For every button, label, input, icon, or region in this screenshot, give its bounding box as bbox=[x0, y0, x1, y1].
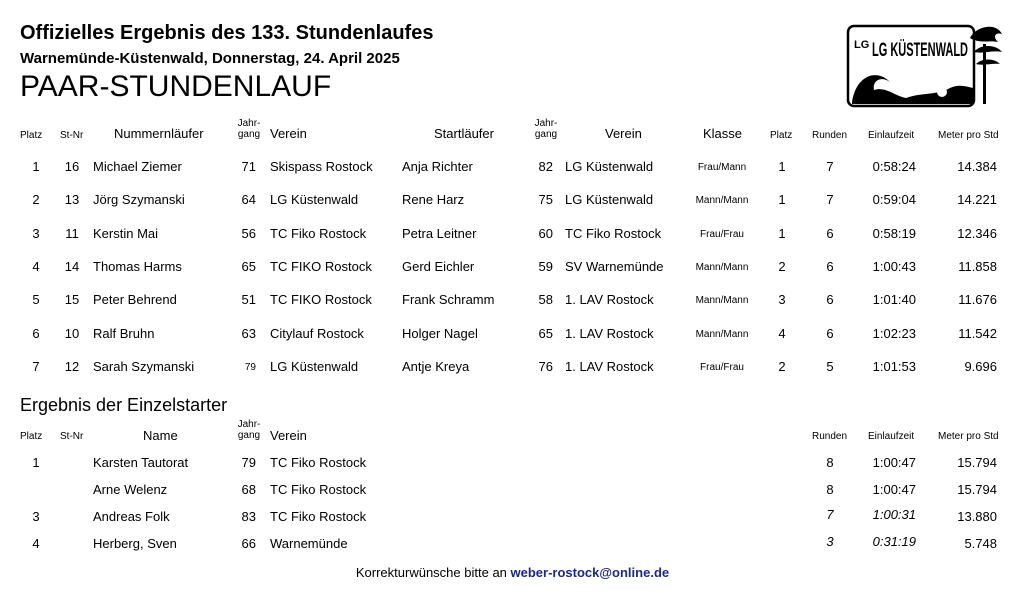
cell-zeit: 1:00:47 bbox=[872, 482, 916, 497]
cell-runden: 6 bbox=[826, 259, 834, 274]
header-platz2: Platz bbox=[770, 130, 793, 141]
cell-runden: 6 bbox=[826, 226, 834, 241]
cell-jg: 66 bbox=[241, 536, 256, 551]
cell-meter: 14.221 bbox=[957, 192, 997, 207]
cell-runden: 3 bbox=[826, 534, 834, 549]
single-header-verein: Verein bbox=[270, 428, 307, 443]
page-title: Offizielles Ergebnis des 133. Stundenlaufes bbox=[20, 22, 434, 44]
cell-verein1: LG Küstenwald bbox=[270, 359, 359, 374]
cell-meter: 5.748 bbox=[964, 536, 997, 551]
cell-verein2: LG Küstenwald bbox=[565, 159, 654, 174]
club-logo-graphic bbox=[846, 16, 1004, 108]
single-header-jahrgang: Jahr- gang bbox=[237, 419, 261, 441]
cell-verein2: 1. LAV Rostock bbox=[565, 359, 654, 374]
cell-runner1: Jörg Szymanski bbox=[93, 192, 185, 207]
cell-verein2: 1. LAV Rostock bbox=[565, 326, 654, 341]
cell-meter: 11.858 bbox=[958, 259, 997, 274]
header-verein1: Verein bbox=[270, 126, 307, 141]
cell-name: Herberg, Sven bbox=[93, 536, 177, 551]
cell-zeit: 1:00:43 bbox=[872, 259, 916, 274]
cell-jg1: 51 bbox=[241, 292, 256, 307]
cell-klasse: Frau/Mann bbox=[697, 162, 747, 173]
cell-name: Arne Welenz bbox=[93, 482, 168, 497]
cell-jg2: 82 bbox=[538, 159, 553, 174]
page-subtitle: Warnemünde-Küstenwald, Donnerstag, 24. April 2025 bbox=[20, 50, 400, 67]
cell-jg1: 71 bbox=[241, 159, 256, 174]
footer-email[interactable]: weber-rostock@online.de bbox=[510, 565, 670, 580]
cell-runner1: Michael Ziemer bbox=[93, 159, 182, 174]
cell-platz2: 1 bbox=[778, 226, 786, 241]
cell-runner2: Gerd Eichler bbox=[402, 259, 475, 274]
header-klasse: Klasse bbox=[703, 126, 743, 141]
header-jahrgang2: Jahr- gang bbox=[534, 118, 558, 140]
cell-jg: 79 bbox=[241, 455, 256, 470]
cell-verein2: SV Warnemünde bbox=[565, 259, 664, 274]
cell-verein2: 1. LAV Rostock bbox=[565, 292, 654, 307]
cell-meter: 12.346 bbox=[957, 226, 997, 241]
cell-stnr: 15 bbox=[64, 292, 80, 307]
cell-platz2: 3 bbox=[778, 292, 786, 307]
cell-stnr: 16 bbox=[64, 159, 80, 174]
cell-zeit: 0:31:19 bbox=[872, 534, 916, 549]
cell-platz: 1 bbox=[32, 455, 40, 470]
cell-meter: 15.794 bbox=[957, 455, 997, 470]
cell-verein: TC Fiko Rostock bbox=[270, 482, 367, 497]
cell-zeit: 1:01:40 bbox=[872, 292, 916, 307]
cell-stnr: 13 bbox=[64, 192, 80, 207]
cell-runner2: Anja Richter bbox=[402, 159, 473, 174]
section-title-einzelstarter: Ergebnis der Einzelstarter bbox=[20, 395, 228, 415]
cell-verein: Warnemünde bbox=[270, 536, 348, 551]
club-logo bbox=[846, 16, 1004, 108]
cell-jg1: 63 bbox=[241, 326, 256, 341]
cell-jg: 83 bbox=[241, 509, 256, 524]
header-runden: Runden bbox=[812, 130, 848, 141]
cell-stnr: 11 bbox=[65, 226, 79, 241]
cell-meter: 11.542 bbox=[958, 326, 997, 341]
cell-platz: 3 bbox=[32, 226, 40, 241]
cell-jg2: 65 bbox=[538, 326, 553, 341]
cell-klasse: Mann/Mann bbox=[695, 329, 749, 340]
cell-runner1: Kerstin Mai bbox=[93, 226, 159, 241]
cell-stnr: 12 bbox=[64, 359, 80, 374]
cell-verein1: LG Küstenwald bbox=[270, 192, 359, 207]
cell-klasse: Mann/Mann bbox=[695, 195, 749, 206]
cell-meter: 9.696 bbox=[964, 359, 997, 374]
cell-name: Andreas Folk bbox=[93, 509, 170, 524]
cell-runden: 7 bbox=[826, 159, 834, 174]
footer bbox=[0, 565, 1025, 580]
single-header-stnr: St-Nr bbox=[60, 431, 84, 442]
cell-runden: 7 bbox=[826, 507, 834, 522]
cell-platz: 6 bbox=[32, 326, 40, 341]
cell-name: Karsten Tautorat bbox=[93, 455, 189, 470]
cell-zeit: 1:00:47 bbox=[872, 455, 916, 470]
cell-runden: 7 bbox=[826, 192, 834, 207]
header-meter: Meter pro Std bbox=[938, 130, 999, 141]
cell-jg1: 65 bbox=[241, 259, 256, 274]
cell-platz: 3 bbox=[32, 509, 40, 524]
header-verein2: Verein bbox=[605, 126, 642, 141]
header-runner1: Nummernläufer bbox=[114, 126, 204, 141]
single-header-einlaufzeit: Einlaufzeit bbox=[868, 431, 915, 442]
cell-jg2: 76 bbox=[538, 359, 553, 374]
cell-meter: 11.676 bbox=[958, 292, 997, 307]
cell-jg2: 60 bbox=[538, 226, 553, 241]
cell-platz2: 4 bbox=[778, 326, 786, 341]
event-title: PAAR-STUNDENLAUF bbox=[20, 70, 332, 103]
cell-meter: 15.794 bbox=[957, 482, 997, 497]
single-header-name: Name bbox=[143, 428, 178, 443]
cell-stnr: 14 bbox=[64, 259, 80, 274]
cell-klasse: Mann/Mann bbox=[695, 295, 749, 306]
single-header-platz: Platz bbox=[20, 431, 43, 442]
single-header-meter: Meter pro Std bbox=[938, 431, 999, 442]
header-stnr: St-Nr bbox=[60, 130, 84, 141]
cell-runner1: Ralf Bruhn bbox=[93, 326, 155, 341]
cell-verein1: TC FIKO Rostock bbox=[270, 292, 372, 307]
cell-jg2: 59 bbox=[538, 259, 553, 274]
cell-klasse: Mann/Mann bbox=[695, 262, 749, 273]
header-jahrgang1: Jahr- gang bbox=[237, 118, 261, 140]
cell-zeit: 0:58:24 bbox=[872, 159, 916, 174]
cell-jg: 68 bbox=[241, 482, 256, 497]
cell-runner2: Rene Harz bbox=[402, 192, 465, 207]
cell-platz: 4 bbox=[32, 259, 40, 274]
cell-jg2: 75 bbox=[538, 192, 553, 207]
logo-text: LG KÜSTENWALD bbox=[872, 40, 968, 61]
cell-zeit: 1:02:23 bbox=[872, 326, 916, 341]
cell-verein: TC Fiko Rostock bbox=[270, 509, 367, 524]
cell-verein2: LG Küstenwald bbox=[565, 192, 654, 207]
cell-platz2: 2 bbox=[778, 259, 786, 274]
cell-runner1: Sarah Szymanski bbox=[93, 359, 195, 374]
cell-runden: 8 bbox=[826, 455, 834, 470]
footer-text: Korrekturwünsche bitte an bbox=[355, 565, 511, 580]
cell-platz2: 1 bbox=[778, 159, 786, 174]
cell-verein: TC Fiko Rostock bbox=[270, 455, 367, 470]
cell-verein1: Skispass Rostock bbox=[270, 159, 373, 174]
cell-verein2: TC Fiko Rostock bbox=[565, 226, 662, 241]
cell-runner2: Petra Leitner bbox=[402, 226, 477, 241]
cell-verein1: Citylauf Rostock bbox=[270, 326, 364, 341]
cell-platz2: 1 bbox=[778, 192, 786, 207]
cell-meter: 14.384 bbox=[957, 159, 997, 174]
header-runner2: Startläufer bbox=[434, 126, 494, 141]
cell-platz: 2 bbox=[32, 192, 40, 207]
header-platz: Platz bbox=[20, 130, 43, 141]
cell-platz: 1 bbox=[32, 159, 40, 174]
cell-verein1: TC Fiko Rostock bbox=[270, 226, 367, 241]
cell-jg1: 64 bbox=[241, 192, 256, 207]
cell-platz: 5 bbox=[32, 292, 40, 307]
cell-runden: 6 bbox=[826, 292, 834, 307]
cell-meter: 13.880 bbox=[957, 509, 997, 524]
cell-platz: 4 bbox=[32, 536, 40, 551]
cell-runner2: Frank Schramm bbox=[402, 292, 495, 307]
cell-jg2: 58 bbox=[538, 292, 553, 307]
cell-platz: 7 bbox=[32, 359, 40, 374]
cell-platz2: 2 bbox=[778, 359, 786, 374]
cell-runden: 8 bbox=[826, 482, 834, 497]
svg-text:LG: LG bbox=[854, 39, 870, 51]
cell-zeit: 1:01:53 bbox=[872, 359, 916, 374]
cell-runner1: Peter Behrend bbox=[93, 292, 177, 307]
cell-runner2: Holger Nagel bbox=[402, 326, 478, 341]
cell-klasse: Frau/Frau bbox=[700, 362, 744, 373]
cell-jg1: 56 bbox=[241, 226, 256, 241]
cell-runden: 6 bbox=[826, 326, 834, 341]
cell-verein1: TC FIKO Rostock bbox=[270, 259, 372, 274]
cell-zeit: 0:59:04 bbox=[872, 192, 916, 207]
cell-klasse: Frau/Frau bbox=[700, 229, 744, 240]
cell-jg1: 79 bbox=[244, 362, 256, 373]
cell-runden: 5 bbox=[826, 359, 834, 374]
cell-zeit: 1:00:31 bbox=[872, 507, 916, 522]
cell-stnr: 10 bbox=[64, 326, 80, 341]
header-einlaufzeit: Einlaufzeit bbox=[868, 130, 915, 141]
cell-runner2: Antje Kreya bbox=[402, 359, 470, 374]
cell-zeit: 0:58:19 bbox=[872, 226, 916, 241]
single-header-runden: Runden bbox=[812, 431, 848, 442]
cell-runner1: Thomas Harms bbox=[93, 259, 182, 274]
